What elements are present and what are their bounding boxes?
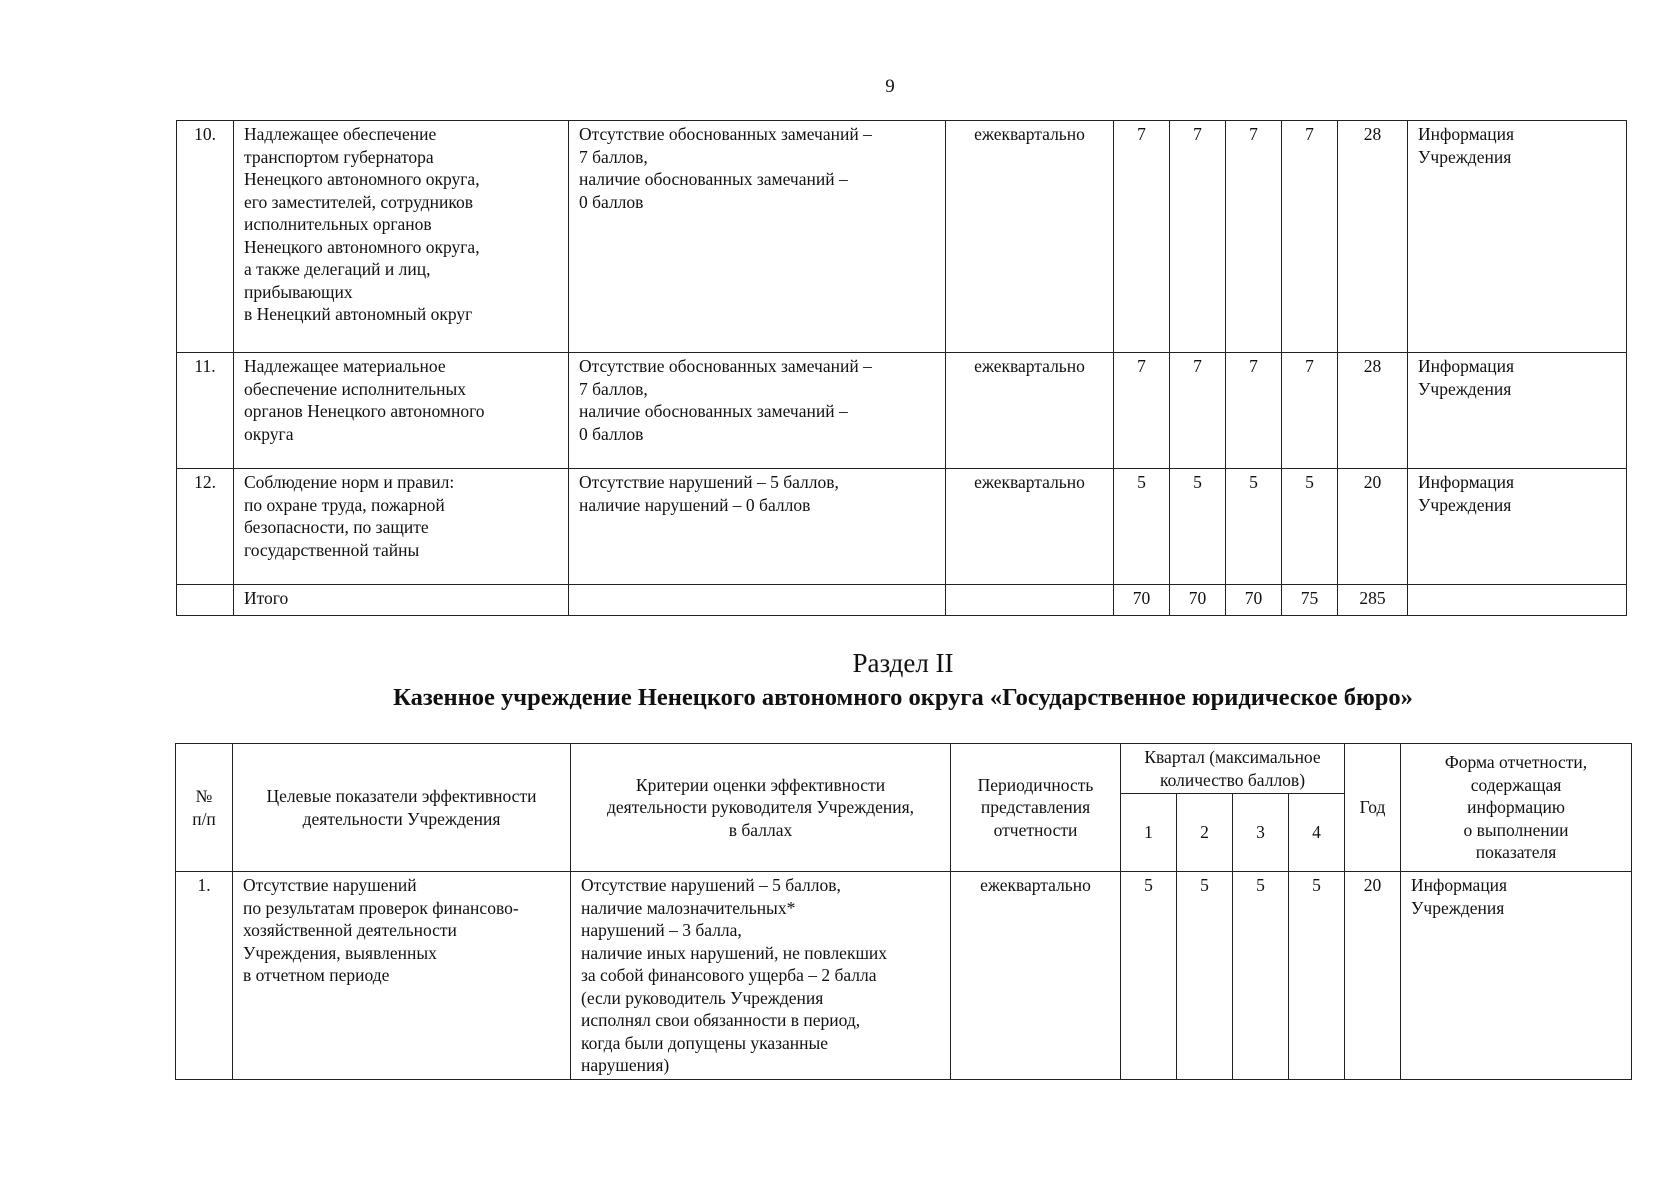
header-q4: 4 [1289,794,1345,872]
header-form: Форма отчетности, содержащая информацию о выполнении показателя [1401,744,1632,872]
period-cell: ежеквартально [951,872,1121,1080]
criteria-table-section-2 [175,743,1632,1080]
row-number: 1. [176,872,233,1080]
total-q4: 75 [1282,585,1338,616]
header-num: № п/п [176,744,233,872]
page-number: 9 [885,76,895,97]
indicator-cell: Надлежащее материальное обеспечение исполнительных органов Ненецкого автономного округа [234,353,569,469]
table-row [177,469,1627,585]
q4-cell: 7 [1282,353,1338,469]
q2-cell: 7 [1170,353,1226,469]
q1-cell: 7 [1114,121,1170,353]
year-cell: 20 [1338,469,1408,585]
header-q2: 2 [1177,794,1233,872]
section-title: Раздел II [852,648,954,678]
q3-cell: 5 [1233,872,1289,1080]
total-criteria-cell [569,585,946,616]
q2-cell: 7 [1170,121,1226,353]
header-criteria: Критерии оценки эффективности деятельности руководителя Учреждения, в баллах [571,744,951,872]
criteria-cell: Отсутствие обоснованных замечаний – 7 баллов, наличие обоснованных замечаний – 0 баллов [569,353,946,469]
q3-cell: 5 [1226,469,1282,585]
total-period-cell [946,585,1114,616]
q3-cell: 7 [1226,353,1282,469]
header-quarter: Квартал (максимальное количество баллов) [1121,744,1345,794]
year-cell: 20 [1345,872,1401,1080]
table-row [176,872,1632,1080]
form-cell: Информация Учреждения [1408,353,1627,469]
year-cell: 28 [1338,353,1408,469]
row-number: 11. [177,353,234,469]
indicator-cell: Соблюдение норм и правил: по охране труда, пожарной безопасности, по защите государственной тайны [234,469,569,585]
q4-cell: 5 [1282,469,1338,585]
total-row [177,585,1627,616]
header-year: Год [1345,744,1401,872]
table-row [177,353,1627,469]
q2-cell: 5 [1177,872,1233,1080]
total-year: 285 [1338,585,1408,616]
header-q1: 1 [1121,794,1177,872]
criteria-cell: Отсутствие обоснованных замечаний – 7 баллов, наличие обоснованных замечаний – 0 баллов [569,121,946,353]
total-q2: 70 [1170,585,1226,616]
q2-cell: 5 [1170,469,1226,585]
form-cell: Информация Учреждения [1408,469,1627,585]
row-number: 10. [177,121,234,353]
q1-cell: 7 [1114,353,1170,469]
indicator-cell: Отсутствие нарушений по результатам проверок финансово- хозяйственной деятельности Учреждения, выявленных в отчетном периоде [233,872,571,1080]
q1-cell: 5 [1121,872,1177,1080]
row-number: 12. [177,469,234,585]
criteria-cell: Отсутствие нарушений – 5 баллов, наличие малозначительных* нарушений – 3 балла, наличие иных нарушений, не повлекших за собой финансового ущерба – 2 балла (если руководитель Учреждения исполнял свои обязанности в период, когда были допущены указанные нарушения) [571,872,951,1080]
form-cell: Информация Учреждения [1408,121,1627,353]
q1-cell: 5 [1114,469,1170,585]
period-cell: ежеквартально [946,121,1114,353]
q4-cell: 5 [1289,872,1345,1080]
header-q3: 3 [1233,794,1289,872]
q4-cell: 7 [1282,121,1338,353]
total-q1: 70 [1114,585,1170,616]
indicator-cell: Надлежащее обеспечение транспортом губернатора Ненецкого автономного округа, его заместителей, сотрудников исполнительных органов Ненецкого автономного округа, а также делегаций и лиц, прибывающих в Ненецкий автономный округ [234,121,569,353]
header-indicator: Целевые показатели эффективности деятельности Учреждения [233,744,571,872]
year-cell: 28 [1338,121,1408,353]
criteria-cell: Отсутствие нарушений – 5 баллов, наличие нарушений – 0 баллов [569,469,946,585]
total-q3: 70 [1226,585,1282,616]
period-cell: ежеквартально [946,469,1114,585]
total-label: Итого [234,585,569,616]
total-num-cell [177,585,234,616]
form-cell: Информация Учреждения [1401,872,1632,1080]
period-cell: ежеквартально [946,353,1114,469]
section-subtitle: Казенное учреждение Ненецкого автономного округа «Государственное юридическое бюро» [393,684,1413,711]
q3-cell: 7 [1226,121,1282,353]
criteria-table-continued [176,120,1627,616]
header-period: Периодичность представления отчетности [951,744,1121,872]
total-form-cell [1408,585,1627,616]
table-row [177,121,1627,353]
